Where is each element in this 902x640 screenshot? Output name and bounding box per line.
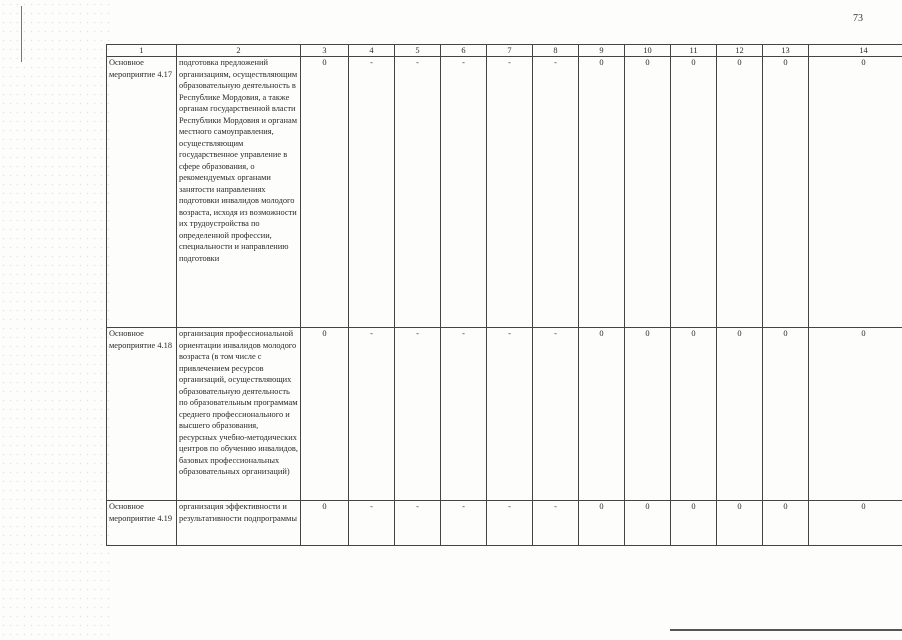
value-cell: 0 <box>809 501 902 546</box>
value-cell: 0 <box>809 328 902 501</box>
value-cell: 0 <box>625 57 671 328</box>
value-cell: - <box>395 57 441 328</box>
value-cell: - <box>395 328 441 501</box>
value-cell: - <box>395 501 441 546</box>
value-cell: 0 <box>301 328 349 501</box>
value-cell: - <box>441 328 487 501</box>
row-label: Основное мероприятие 4.18 <box>107 328 177 501</box>
header-cell: 14 <box>809 45 902 57</box>
row-description: организация эффективности и результативности подпрограммы <box>177 501 301 546</box>
header-cell: 9 <box>579 45 625 57</box>
value-cell: 0 <box>625 328 671 501</box>
value-cell: 0 <box>717 501 763 546</box>
value-cell: 0 <box>763 501 809 546</box>
table-row <box>107 501 902 546</box>
value-cell: - <box>533 501 579 546</box>
header-cell: 7 <box>487 45 533 57</box>
value-cell: - <box>487 328 533 501</box>
value-cell: - <box>349 501 395 546</box>
page-number: 73 <box>853 13 863 24</box>
value-cell: - <box>533 57 579 328</box>
header-cell: 1 <box>107 45 177 57</box>
header-cell: 3 <box>301 45 349 57</box>
value-cell: 0 <box>671 57 717 328</box>
row-description: организация профессиональной ориентации инвалидов молодого возраста (в том числе с привлечением ресурсов организаций, осуществляющих образовательную деятельность по образовательным программам среднего профессионального и высшего образования, ресурсных учебно-методических центров по обучению инвалидов, базовых профессиональных образовательных организаций) <box>177 328 301 501</box>
value-cell: 0 <box>763 57 809 328</box>
header-cell: 5 <box>395 45 441 57</box>
row-description: подготовка предложений организациям, осуществляющим образовательную деятельность в Республике Мордовия, а также органам государственной власти Республики Мордовия и органам местного самоуправления, осуществляющим государственное управление в сфере образования, о рекомендуемых органами занятости направлениях подготовки инвалидов молодого возраста, исходя из возможности их трудоустройства по определенной профессии, специальности и направлению подготовки <box>177 57 301 328</box>
value-cell: - <box>533 328 579 501</box>
header-cell: 10 <box>625 45 671 57</box>
header-cell: 6 <box>441 45 487 57</box>
value-cell: - <box>441 501 487 546</box>
row-label: Основное мероприятие 4.19 <box>107 501 177 546</box>
table-row <box>107 57 902 328</box>
value-cell: 0 <box>579 501 625 546</box>
value-cell: 0 <box>763 328 809 501</box>
value-cell: 0 <box>625 501 671 546</box>
value-cell: 0 <box>671 501 717 546</box>
value-cell: 0 <box>579 328 625 501</box>
header-cell: 11 <box>671 45 717 57</box>
value-cell: - <box>349 57 395 328</box>
value-cell: 0 <box>717 57 763 328</box>
header-cell: 13 <box>763 45 809 57</box>
program-table <box>106 44 902 546</box>
footer-rule <box>670 629 902 631</box>
value-cell: 0 <box>301 501 349 546</box>
value-cell: - <box>487 57 533 328</box>
header-row <box>107 45 902 57</box>
header-cell: 4 <box>349 45 395 57</box>
row-label: Основное мероприятие 4.17 <box>107 57 177 328</box>
table-row <box>107 328 902 501</box>
header-cell: 2 <box>177 45 301 57</box>
value-cell: 0 <box>579 57 625 328</box>
margin-line <box>21 6 22 62</box>
header-cell: 8 <box>533 45 579 57</box>
value-cell: - <box>487 501 533 546</box>
value-cell: 0 <box>717 328 763 501</box>
value-cell: 0 <box>809 57 902 328</box>
value-cell: - <box>441 57 487 328</box>
scan-noise <box>0 0 110 640</box>
value-cell: 0 <box>671 328 717 501</box>
value-cell: - <box>349 328 395 501</box>
header-cell: 12 <box>717 45 763 57</box>
value-cell: 0 <box>301 57 349 328</box>
